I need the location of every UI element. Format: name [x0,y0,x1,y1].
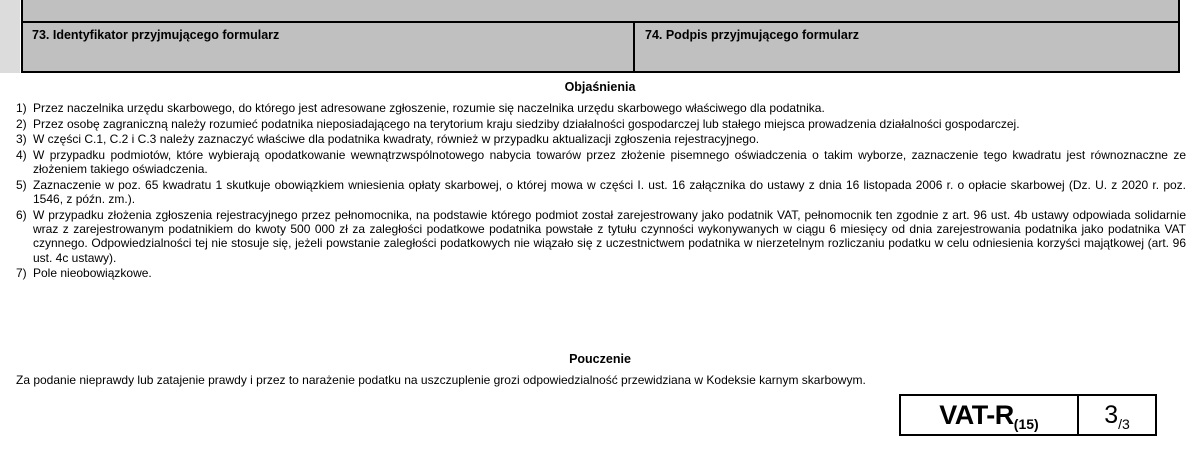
form-identifier [901,396,1079,434]
form-version-text: (15) [1013,416,1039,432]
form-name-text: VAT-R [939,399,1014,430]
explanation-text: W przypadku podmiotów, które wybierają opodatkowanie wewnątrzwspólnotowego nabycia towarów przez złożenie pisemnego oświadczenia o takim wyborze, zaznaczenie tego kwadratu jest równoznaczne ze złożeniem takiego oświadczenia. [33,148,1186,177]
instruction-section [0,352,1200,387]
explanation-item-3 [16,132,1186,146]
explanation-item-4 [16,148,1186,176]
explanations-title: Objaśnienia [564,80,636,94]
explanation-marker: 7) [16,266,27,281]
explanation-text: W części C.1, C.2 i C.3 należy zaznaczyć właściwe dla podatnika kwadraty, również w przypadku aktualizacji zgłoszenia rejestracyjnego. [33,132,760,147]
explanation-text: Pole nieobowiązkowe. [33,266,152,281]
instruction-text: Za podanie nieprawdy lub zatajenie prawdy i przez to narażenie podatku na uszczuplenie grozi odpowiedzialność przewidziana w Kodeksie karnym skarbowym. [16,373,866,387]
explanations-section [0,80,1200,282]
table-row [23,23,1178,71]
explanation-item-2 [16,117,1186,131]
form-footer-badge [899,394,1157,436]
table-row-blank [23,0,1178,23]
explanation-marker: 1) [16,101,27,115]
explanation-marker: 5) [16,178,27,193]
explanation-text: Zaznaczenie w poz. 65 kwadratu 1 skutkuje obowiązkiem wniesienia opłaty skarbowej, o której mowa w części I. ust. 16 załącznika do ustawy z dnia 16 listopada 2006 r. o opłacie skarbowej (Dz. U. z 2020 r. poz. 1546, z późn. zm.). [33,178,1186,207]
explanation-text: W przypadku złożenia zgłoszenia rejestracyjnego przez pełnomocnika, na podstawie którego podmiot został zarejestrowany jako podatnik VAT, pełnomocnik ten zgodnie z art. 96 ust. 4b ustawy odpowiada solidarnie wraz z zarejestrowanym podatnikiem do kwoty 500 000 zł za zaległości podatkowe podatnika powstałe z tytułu czynności wykonywanych w ciągu 6 miesięcy od dnia zarejestrowania podatnika jako podatnika VAT czynnego. Odpowiedzialności tej nie stosuje się, jeżeli powstanie zaległości podatkowych nie wiązało się z uczestnictwem podatnika w nierzetelnym rozliczaniu podatku w celu odniesienia korzyści majątkowej (art. 96 ust. 4c ustawy). [33,207,1186,265]
explanation-text: Przez osobę zagraniczną należy rozumieć podatnika nieposiadającego na terytorium kraju siedziby działalności gospodarczej lub stałego miejsca prowadzenia działalności gospodarczej. [33,116,1020,131]
field-74-podpis-przyjmujacego[interactable] [635,23,1178,71]
explanation-item-6 [16,208,1186,265]
left-margin-strip [0,0,20,73]
explanation-item-1 [16,101,1186,115]
page-indicator [1079,396,1155,434]
page-total-text: /3 [1118,416,1130,432]
field-73-label: 73. Identyfikator przyjmującego formularz [32,28,280,42]
explanation-marker: 3) [16,132,27,147]
explanation-marker: 4) [16,148,27,163]
page-number-text: 3 [1104,400,1119,429]
explanation-item-7 [16,266,1186,280]
field-74-label: 74. Podpis przyjmującego formularz [645,28,859,42]
instruction-title: Pouczenie [569,352,631,366]
explanation-marker: 2) [16,116,27,131]
field-73-identyfikator-przyjmujacego[interactable] [23,23,635,71]
form-fields-table [21,0,1180,73]
explanation-text: Przez naczelnika urzędu skarbowego, do którego jest adresowane zgłoszenie, rozumie się naczelnika urzędu skarbowego właściwego dla podatnika. [33,101,825,115]
explanation-item-5 [16,178,1186,206]
explanation-marker: 6) [16,207,27,222]
